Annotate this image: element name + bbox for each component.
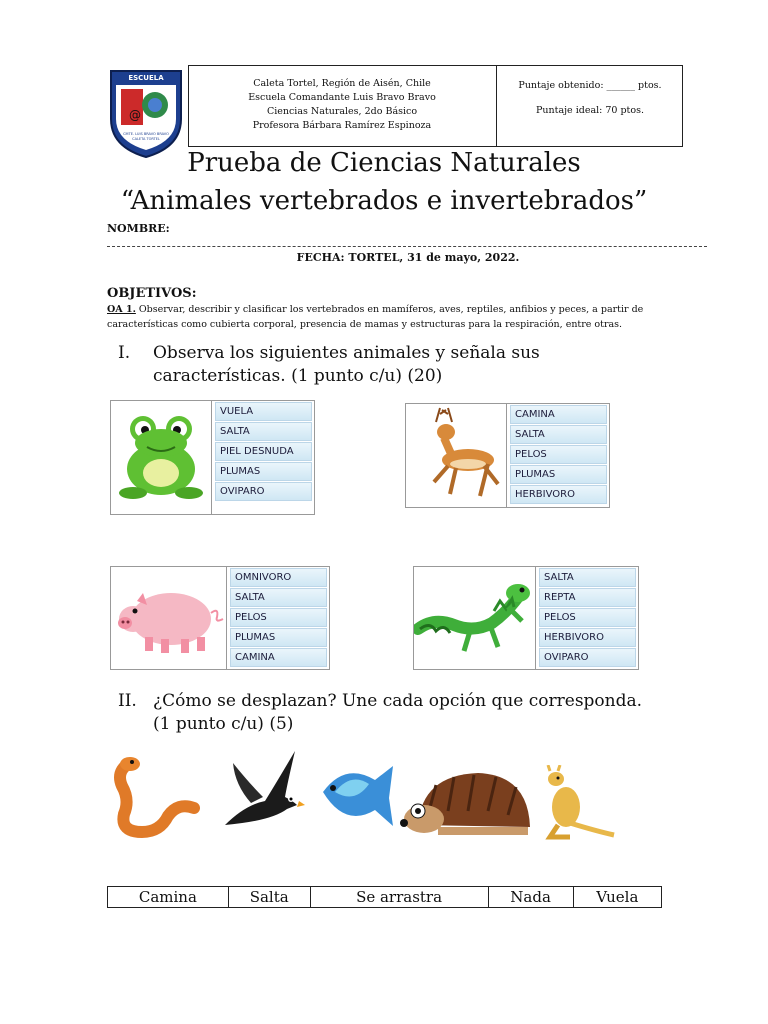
- table-cell: Vuela: [573, 887, 661, 908]
- option-item[interactable]: HERBIVORO: [510, 485, 607, 504]
- score-obtained: Puntaje obtenido: ______ ptos.: [518, 80, 662, 91]
- animal-card-pig: [110, 566, 330, 670]
- option-item[interactable]: PIEL DESNUDA: [215, 442, 312, 461]
- option-item[interactable]: SALTA: [539, 568, 636, 587]
- nombre-label: NOMBRE:: [107, 222, 170, 235]
- option-item[interactable]: VUELA: [215, 402, 312, 421]
- deer-icon: [406, 404, 509, 507]
- option-item[interactable]: OVIPARO: [215, 482, 312, 501]
- pig-icon: [111, 567, 228, 669]
- option-item[interactable]: PLUMAS: [510, 465, 607, 484]
- table-cell: Camina: [108, 887, 229, 908]
- page-subtitle: “Animales vertebrados e invertebrados”: [120, 186, 648, 216]
- objectives-heading: OBJETIVOS:: [107, 286, 197, 301]
- objective-code: OA 1.: [107, 304, 136, 315]
- option-item[interactable]: CAMINA: [510, 405, 607, 424]
- option-item[interactable]: PLUMAS: [230, 628, 327, 647]
- option-item[interactable]: SALTA: [510, 425, 607, 444]
- table-cell: Salta: [228, 887, 310, 908]
- school-info: [189, 77, 495, 133]
- option-item[interactable]: PELOS: [230, 608, 327, 627]
- options-list: [226, 567, 329, 669]
- option-item[interactable]: CAMINA: [230, 648, 327, 667]
- table-cell: Nada: [488, 887, 573, 908]
- school-line: Profesora Bárbara Ramírez Espinoza: [252, 120, 432, 131]
- option-item[interactable]: OVIPARO: [539, 648, 636, 667]
- options-list: [211, 401, 314, 514]
- svg-text:CMTE. LUIS BRAVO BRAVO: CMTE. LUIS BRAVO BRAVO: [123, 132, 169, 136]
- option-item[interactable]: PELOS: [539, 608, 636, 627]
- logo-text: ESCUELA: [128, 74, 164, 82]
- option-item[interactable]: PELOS: [510, 445, 607, 464]
- svg-text:@: @: [129, 108, 141, 122]
- fish-icon: [315, 752, 395, 837]
- page-title: Prueba de Ciencias Naturales: [187, 148, 581, 178]
- hedgehog-icon: [398, 765, 533, 843]
- section-1-instruction: Observa los siguientes animales y señala sus características. (1 punto c/u) (20): [153, 343, 540, 386]
- bird-icon: [215, 745, 305, 840]
- animal-card-deer: [405, 403, 610, 508]
- school-logo: [107, 67, 185, 159]
- objective-description: Observar, describir y clasificar los vertebrados en mamíferos, aves, reptiles, anfibios y peces, a partir de características como cubierta corporal, presencia de mamas y estructuras para la respiración, entre otras.: [107, 304, 644, 330]
- animal-card-frog: [110, 400, 315, 515]
- option-item[interactable]: SALTA: [230, 588, 327, 607]
- movement-table: [107, 886, 662, 908]
- section-2-number: II.: [118, 691, 137, 711]
- frog-icon: [111, 401, 214, 514]
- animal-card-iguana: [413, 566, 639, 670]
- option-item[interactable]: HERBIVORO: [539, 628, 636, 647]
- section-1-number: I.: [118, 343, 131, 363]
- school-line: Ciencias Naturales, 2do Básico: [266, 106, 418, 117]
- section-2-instruction: ¿Cómo se desplazan? Une cada opción que corresponda. (1 punto c/u) (5): [153, 691, 643, 734]
- school-line: Escuela Comandante Luis Bravo Bravo: [248, 92, 436, 103]
- iguana-icon: [414, 567, 536, 669]
- option-item[interactable]: OMNIVORO: [230, 568, 327, 587]
- table-cell: Se arrastra: [310, 887, 488, 908]
- fecha-label: FECHA: TORTEL, 31 de mayo, 2022.: [296, 251, 520, 264]
- option-item[interactable]: SALTA: [215, 422, 312, 441]
- snake-icon: [108, 752, 203, 840]
- header-divider: [496, 65, 497, 147]
- svg-text:CALETA TORTEL: CALETA TORTEL: [132, 137, 160, 141]
- school-line: Caleta Tortel, Región de Aisén, Chile: [253, 78, 431, 89]
- objectives-text: [107, 302, 667, 332]
- option-item[interactable]: REPTA: [539, 588, 636, 607]
- options-list: [535, 567, 638, 669]
- score-info: [500, 80, 680, 130]
- kangaroo-icon: [540, 765, 615, 843]
- score-ideal: Puntaje ideal: 70 ptos.: [536, 105, 644, 116]
- option-item[interactable]: PLUMAS: [215, 462, 312, 481]
- name-line: [107, 246, 707, 247]
- options-list: [506, 404, 609, 507]
